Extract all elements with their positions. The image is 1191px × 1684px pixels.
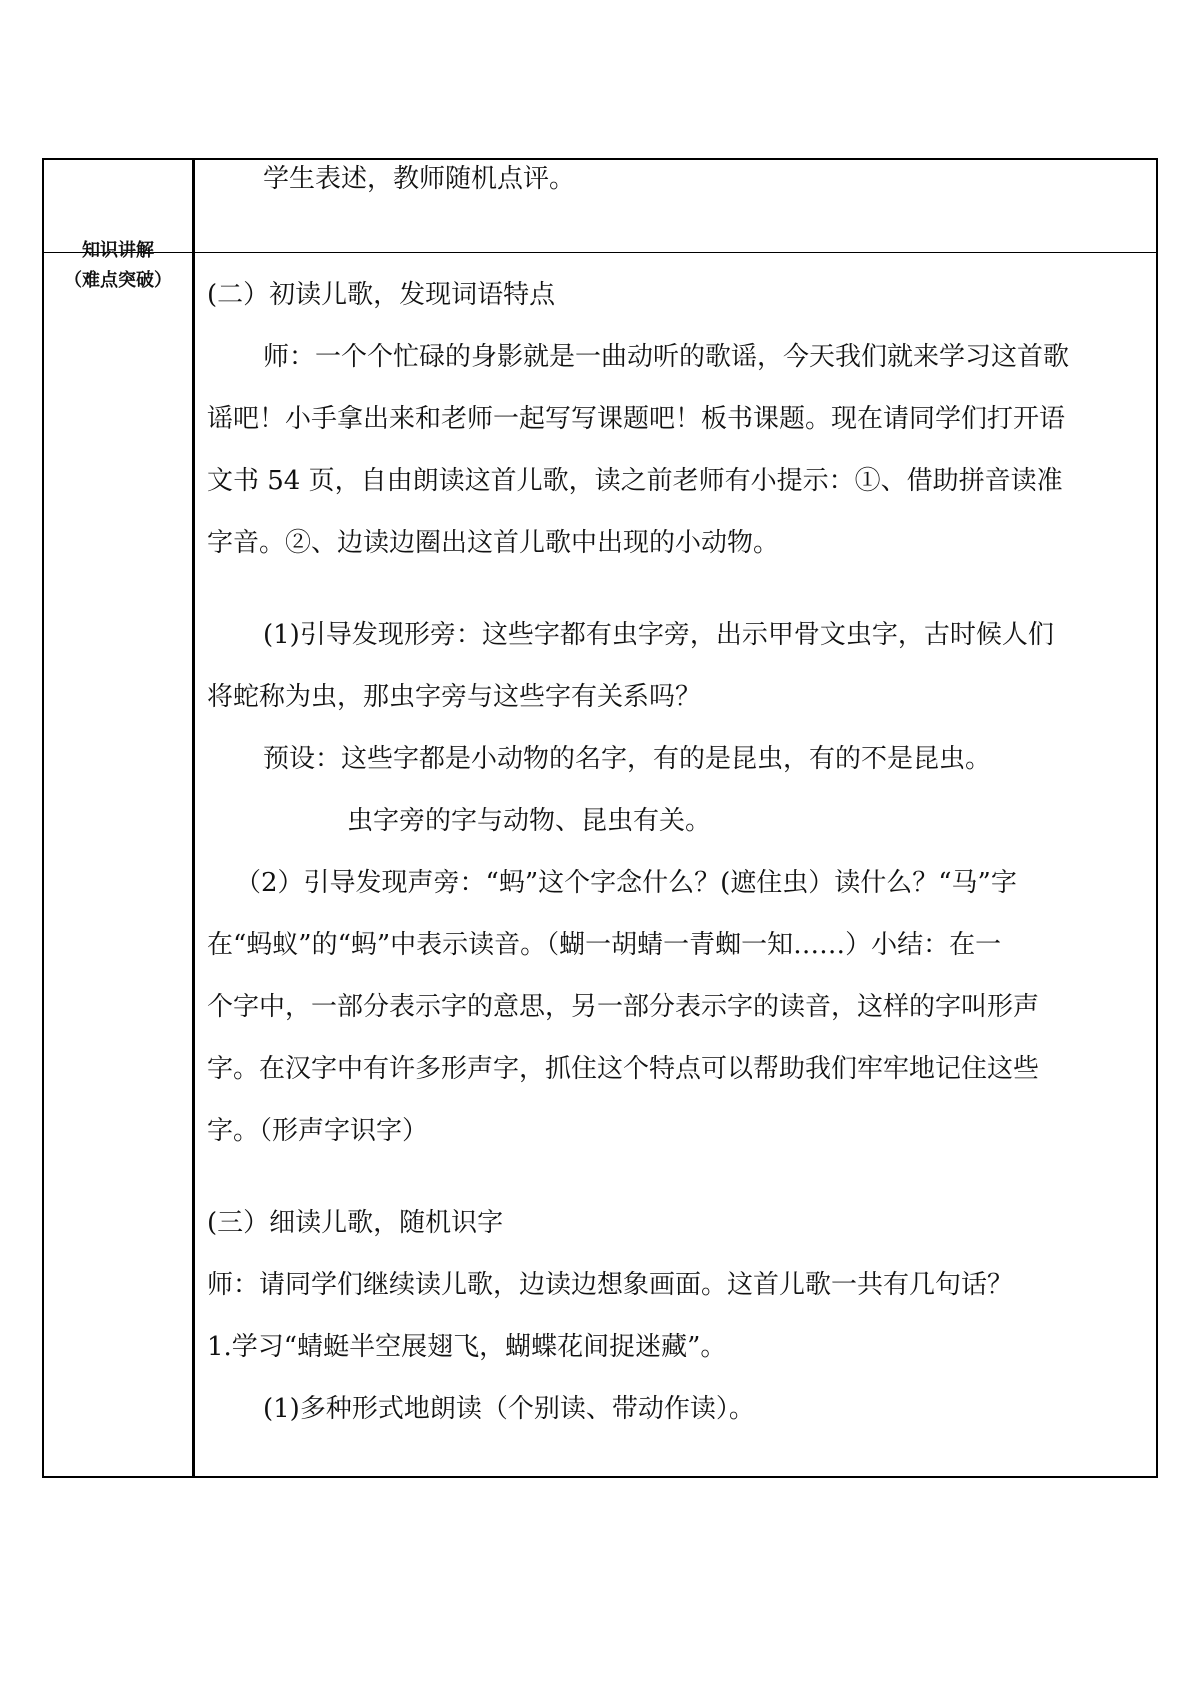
section-heading-3: (三）细读儿歌，随机识字	[207, 1208, 504, 1238]
paragraph-line: 文书 54 页，自由朗读这首儿歌，读之前老师有小提示：①、借助拼音读准	[207, 466, 1063, 496]
row2-label-line2: （难点突破）	[64, 270, 172, 291]
paragraph-line: 师：一个个忙碌的身影就是一曲动听的歌谣，今天我们就来学习这首歌	[263, 342, 1070, 372]
paragraph-line: 将蛇称为虫，那虫字旁与这些字有关系吗？	[207, 682, 702, 712]
lesson-table	[42, 158, 1158, 1478]
paragraph-line: 虫字旁的字与动物、昆虫有关。	[347, 806, 712, 836]
column-divider	[192, 160, 195, 1476]
paragraph-line: 个字中，一部分表示字的意思，另一部分表示字的读音，这样的字叫形声	[207, 992, 1040, 1022]
row2-label-line1: 知识讲解	[82, 240, 154, 261]
paragraph-line: 字。在汉字中有许多形声字，抓住这个特点可以帮助我们牢牢地记住这些	[207, 1054, 1040, 1084]
paragraph-line: 1.学习“蜻蜓半空展翅飞，蝴蝶花间捉迷藏”。	[207, 1332, 727, 1362]
paragraph-line: 字。（形声字识字）	[207, 1116, 429, 1146]
paragraph-line: 师：请同学们继续读儿歌，边读边想象画面。这首儿歌一共有几句话？	[207, 1270, 1014, 1300]
paragraph-line: 字音。②、边读边圈出这首儿歌中出现的小动物。	[207, 528, 780, 558]
paragraph-line: （2）引导发现声旁：“蚂”这个字念什么？(遮住虫）读什么？“马”字	[235, 868, 1017, 898]
section-heading-2: (二）初读儿歌，发现词语特点	[207, 280, 556, 310]
row2-content	[207, 264, 1147, 1440]
paragraph-line: (1)引导发现形旁：这些字都有虫字旁，出示甲骨文虫字，古时候人们	[263, 620, 1054, 650]
spacer	[207, 574, 1147, 604]
row1-text: 学生表述，教师随机点评。	[263, 164, 576, 194]
paragraph-line: 谣吧！小手拿出来和老师一起写写课题吧！板书课题。现在请同学们打开语	[207, 404, 1066, 434]
paragraph-line: (1)多种形式地朗读（个别读、带动作读）。	[263, 1394, 755, 1424]
row2-label	[44, 236, 192, 296]
paragraph-line: 在“蚂蚁”的“蚂”中表示读音。（蝴一胡蜻一青蜘一知……）小结：在一	[207, 930, 1002, 960]
row-divider	[44, 252, 1156, 253]
spacer	[207, 1162, 1147, 1192]
paragraph-line: 预设：这些字都是小动物的名字，有的是昆虫，有的不是昆虫。	[263, 744, 992, 774]
row1-content	[207, 148, 1147, 210]
